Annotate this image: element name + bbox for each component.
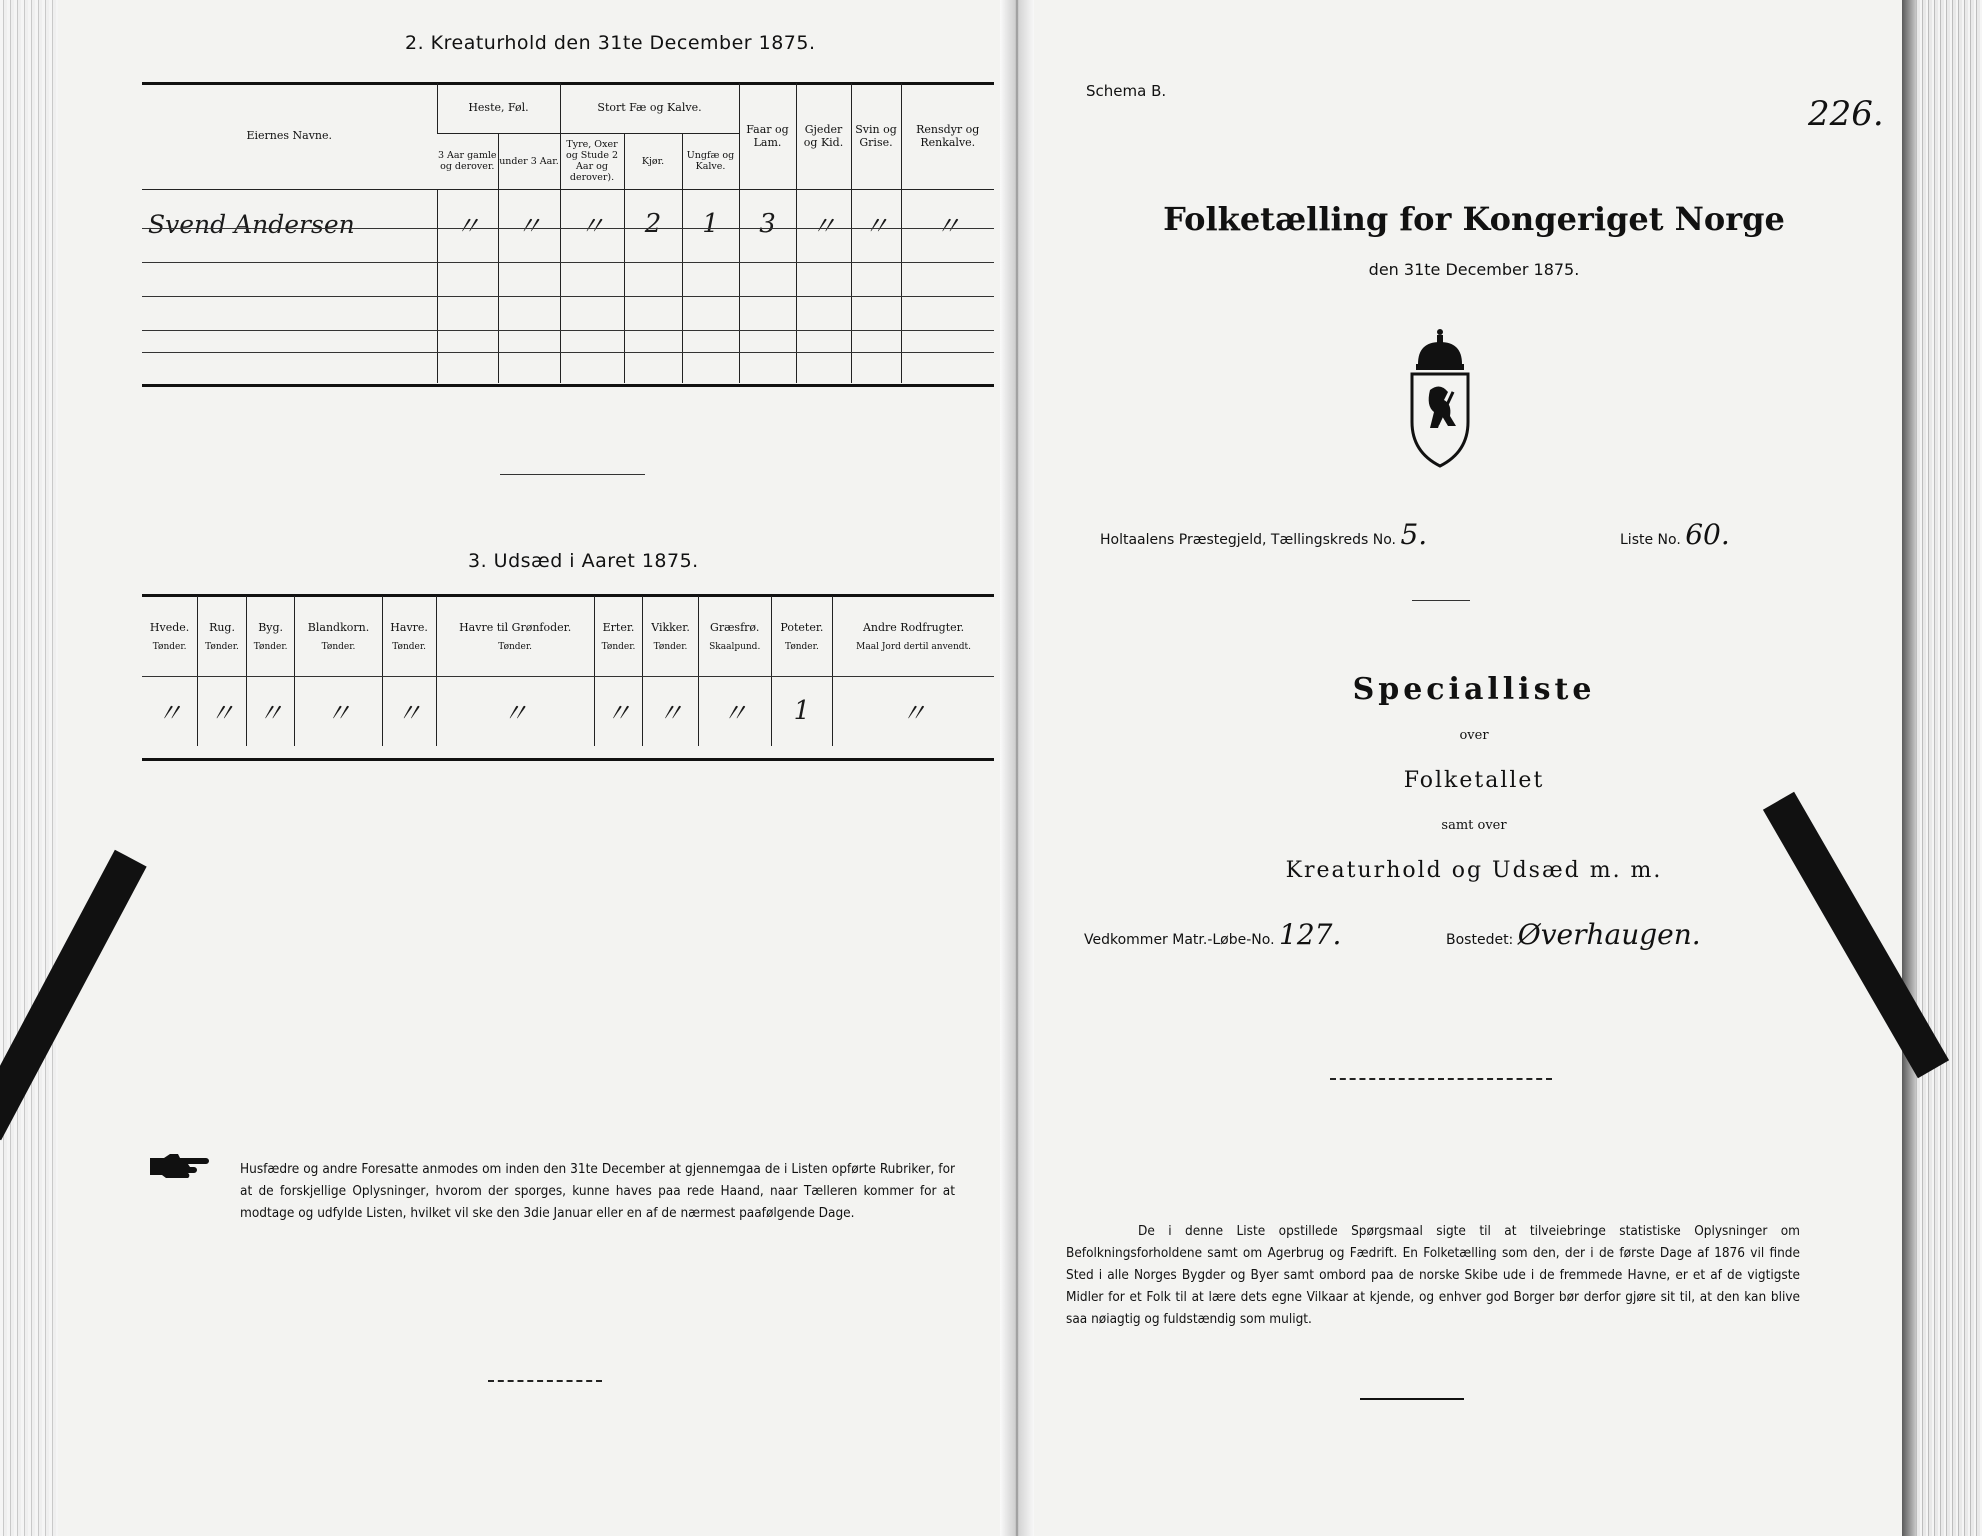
svin-col-header: Svin og Grise. [851, 83, 901, 189]
matr-label: Vedkommer Matr.-Løbe-No. [1084, 932, 1275, 948]
gjeder-col-header: Gjeder og Kid. [796, 83, 851, 189]
right-short-rule [1412, 600, 1470, 601]
seed-col-header [382, 596, 436, 676]
seed-col-name: Blandkorn. [307, 620, 370, 634]
seed-col-unit: Maal Jord dertil anvendt. [856, 641, 972, 652]
owner-col-header: Eiernes Navne. [142, 83, 437, 189]
liste-row [1620, 518, 1730, 551]
parish-label: Holtaalens Præstegjeld, Tællingskreds No. [1100, 532, 1396, 548]
gjeder-cell: 〃 [796, 189, 851, 259]
seed-col-name: Vikker. [651, 620, 690, 634]
heste-3aar-header: 3 Aar gamle og derover. [437, 133, 498, 189]
seed-col-unit: Tønder. [498, 641, 533, 652]
seed-col-name: Byg. [258, 620, 284, 634]
section3-title: 3. Udsæd i Aaret 1875. [468, 550, 699, 572]
kjor-header: Kjør. [624, 133, 682, 189]
matr-number: 127. [1279, 918, 1342, 951]
row-rule-5 [142, 352, 994, 353]
right-page-edges [1914, 0, 1982, 1536]
book-gutter [1000, 0, 1034, 1536]
row-rule-1 [142, 228, 994, 229]
seed-value-cell: 1 [771, 676, 832, 746]
pointing-hand-icon [148, 1150, 210, 1180]
section3-bottom-rule [142, 758, 994, 761]
seed-value-cell: 〃 [833, 676, 994, 746]
seed-value-cell: 〃 [198, 676, 247, 746]
section2-bottom-rule [142, 384, 994, 387]
seed-col-name: Andre Rodfrugter. [862, 620, 965, 634]
seed-value-cell: 〃 [594, 676, 643, 746]
row-rule-4 [142, 330, 994, 331]
seed-col-unit: Skaalpund. [709, 641, 761, 652]
seed-value-cell: 〃 [156, 698, 183, 729]
bosted-label: Bostedet: [1446, 932, 1514, 948]
over-text-1: over [1459, 728, 1489, 743]
bosted-value: Øverhaugen. [1517, 918, 1701, 951]
rensdyr-cell: 〃 [901, 189, 994, 259]
seed-value-cell: 〃 [698, 676, 771, 746]
seed-col-unit: Tønder. [601, 641, 636, 652]
seed-value-cell: 〃 [436, 676, 594, 746]
kreaturhold-text: Kreaturhold og Udsæd m. m. [1285, 858, 1663, 883]
faar-cell: 3 [739, 189, 796, 259]
right-bottom-rule [1360, 1398, 1464, 1400]
row-rule-2 [142, 262, 994, 263]
owner-cell: Svend Andersen [148, 209, 355, 239]
seed-table [142, 596, 994, 746]
svin-cell: 〃 [851, 189, 901, 259]
seed-col-name: Erter. [602, 620, 635, 634]
left-page-edges [0, 0, 58, 1536]
right-mid-dash [1330, 1078, 1552, 1080]
seed-col-unit: Tønder. [253, 641, 288, 652]
ungfae-header: Ungfæ og Kalve. [682, 133, 739, 189]
left-instructions-note: Husfædre og andre Foresatte anmodes om inden den 31te December at gjennemgaa de i Listen opførte Rubriker, for at de forskjellige Oplysninger, hvorom der sporges, kunne haves paa rede Haand, naar Tælleren kommer for at modtage og udfylde Listen, hvilket vil ske den 3die Januar eller en af de nærmest paafølgende Dage. [240, 1161, 955, 1221]
seed-col-unit: Tønder. [653, 641, 688, 652]
seed-col-header [142, 596, 198, 676]
seed-col-unit: Tønder. [321, 641, 356, 652]
seed-col-name: Græsfrø. [710, 620, 760, 634]
separator-rule [500, 474, 645, 475]
census-date: den 31te December 1875. [1368, 260, 1580, 279]
matr-row [1084, 918, 1341, 951]
seed-col-header [198, 596, 247, 676]
seed-col-header [436, 596, 594, 676]
seed-col-name: Poteter. [780, 620, 824, 634]
seed-col-name: Rug. [209, 620, 235, 634]
parish-row [1100, 518, 1427, 551]
seed-col-header [771, 596, 832, 676]
seed-col-unit: Tønder. [392, 641, 426, 652]
seed-col-header [594, 596, 643, 676]
heste-under3-cell: 〃 [498, 189, 560, 259]
seed-col-header [643, 596, 698, 676]
left-bottom-dash [488, 1380, 602, 1382]
seed-value-cell: 〃 [382, 676, 436, 746]
seed-col-name: Havre. [390, 620, 428, 634]
heste-under3-header: under 3 Aar. [498, 133, 560, 189]
coat-of-arms-icon [1404, 326, 1476, 468]
specialliste-title: Specialliste [1352, 672, 1596, 707]
heste-3aar-cell: 〃 [437, 189, 498, 259]
seed-value-cell: 〃 [246, 676, 295, 746]
seed-col-header [295, 596, 382, 676]
ungfae-cell: 1 [682, 189, 739, 259]
tyre-cell: 〃 [560, 189, 624, 259]
livestock-table [142, 83, 994, 383]
seed-col-header [833, 596, 994, 676]
row-rule-3 [142, 296, 994, 297]
right-bottom-note: De i denne Liste opstillede Spørgsmaal sigte til at tilveiebringe statistiske Oplysninger om Befolkningsforholdene samt om Agerbrug og Fædrift. En Folketælling som den, der i de første Dage af 1876 vil finde Sted i alle Norges Bygder og Byer samt ombord paa de norske Skibe ude i de fremmede Havne, er et af de vigtigste Midler for et Folk til at lære dets egne Vilkaar at kjende, og enhver god Borger bør derfor gjøre sit til, at den kan blive saa nøiagtig og fuldstændig som muligt. [1066, 1223, 1800, 1327]
samt-over-text: samt over [1441, 818, 1507, 833]
page-number: 226. [1808, 94, 1884, 134]
main-title: Folketælling for Kongeriget Norge [1163, 200, 1785, 238]
liste-label: Liste No. [1620, 532, 1681, 548]
seed-col-header [246, 596, 295, 676]
schema-label: Schema B. [1086, 82, 1167, 100]
seed-header-rule [142, 676, 994, 677]
liste-number: 60. [1685, 518, 1730, 551]
kjor-cell: 2 [624, 189, 682, 259]
heste-group-header: Heste, Føl. [437, 83, 560, 133]
seed-col-unit: Tønder. [152, 641, 187, 652]
tyre-header: Tyre, Oxer og Stude 2 Aar og derover). [560, 133, 624, 189]
seed-col-name: Havre til Grønfoder. [459, 620, 572, 634]
faar-col-header: Faar og Lam. [739, 83, 796, 189]
folketallet-text: Folketallet [1403, 768, 1545, 793]
stortfae-group-header: Stort Fæ og Kalve. [560, 83, 739, 133]
seed-col-header [698, 596, 771, 676]
bosted-row [1446, 918, 1701, 951]
seed-col-unit: Tønder. [205, 641, 239, 652]
rensdyr-col-header: Rensdyr og Renkalve. [901, 83, 994, 189]
kreds-number: 5. [1400, 518, 1428, 551]
seed-col-name: Hvede. [149, 620, 190, 634]
section2-title: 2. Kreaturhold den 31te December 1875. [405, 32, 816, 54]
seed-col-unit: Tønder. [785, 641, 819, 652]
seed-value-cell: 〃 [295, 676, 382, 746]
seed-value-cell: 〃 [643, 676, 698, 746]
